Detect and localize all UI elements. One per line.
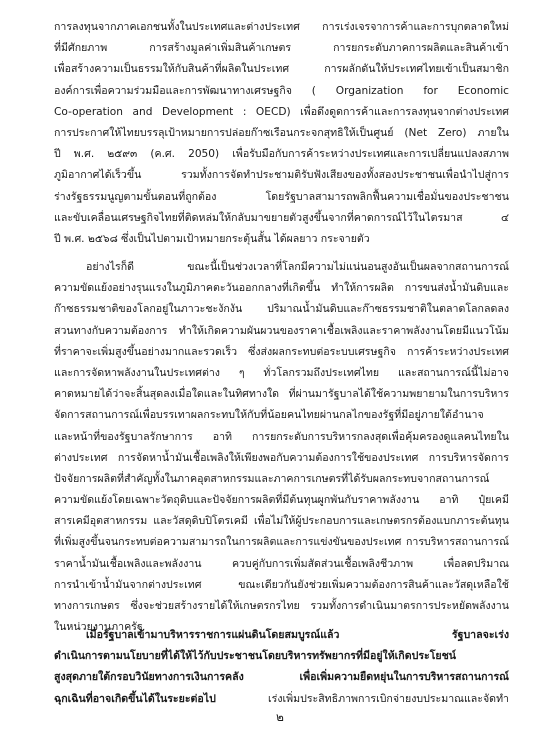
text-line: ทางการเกษตร ซึ่งจะช่วยสร้างรายได้ให้เกษตรกรไทย รวมทั้งการดำเนินมาตรการประหยัดพลังงาน (54, 600, 509, 612)
text-line: ปี พ.ศ. ๒๕๙๓ (ค.ศ. 2050) เพื่อรับมือกับการค้าระหว่างประเทศและการเปลี่ยนแปลงสภาพ (54, 148, 509, 161)
text-line: อย่างไรก็ดี ขณะนี้เป็นช่วงเวลาที่โลกมีความไม่แน่นอนสูงอันเป็นผลจากสถานการณ์ (86, 261, 509, 273)
text-line: คาดหมายได้ว่าจะสิ้นสุดลงเมื่อใดและในทิศทางใด ที่ผ่านมารัฐบาลได้ใช้ความพยายามในการบริหาร (54, 388, 509, 401)
normal-text: เร่งเพิ่มประสิทธิภาพการเบิกจ่ายงบประมาณและจัดทำ (215, 692, 509, 705)
bold-text: ฉุกเฉินที่อาจเกิดขึ้นได้ในระยะต่อไป (54, 692, 216, 705)
text-line (54, 646, 509, 667)
bold-text: ดำเนินการตามนโยบายที่ได้ให้ไว้กับประชาชนโดยบริหารทรัพยากรที่มีอยู่ให้เกิดประโยชน์ (54, 650, 457, 663)
text-line: การลงทุนจากภาคเอกชนทั้งในประเทศและต่างประเทศ การเร่งเจรจาการค้าและการบุกตลาดใหม่ (54, 21, 509, 33)
text-line: ร่างรัฐธรรมนูญตามขั้นตอนที่ถูกต้อง โดยรัฐบาลสามารถพลิกฟื้นความเชื่อมั่นของประชาชน (54, 190, 509, 203)
text-line: ราคาน้ำมันเชื้อเพลิงและพลังงาน ควบคู่กับการเพิ่มสัดส่วนเชื้อเพลิงชีวภาพ เพื่อลดปริมาณ (54, 557, 509, 570)
text-line: ที่มีศักยภาพ การสร้างมูลค่าเพิ่มสินค้าเกษตร การยกระดับภาคการผลิตและสินค้าเข้า (54, 42, 509, 55)
text-line: จัดการสถานการณ์เพื่อบรรเทาผลกระทบให้กับที่น้อยคนไทยผ่านกลไกของรัฐที่มีอยู่ภายใต้อำนาจ (54, 409, 484, 422)
text-line: เพื่อสร้างความเป็นธรรมให้กับสินค้าที่ผลิตในประเทศ การผลักดันให้ประเทศไทยเข้าเป็นสมาชิก (54, 63, 509, 76)
page-number: ๒ (276, 710, 284, 724)
text-line: Co-operation and Development : OECD) เพื่อดึงดูดการค้าและการลงทุนจากต่างประเทศ (54, 105, 509, 118)
text-line: ปัจจัยการผลิตที่สำคัญทั้งในภาคอุตสาหกรรมและภาคการเกษตรที่ได้รับผลกระทบจากสถานการณ์ (54, 472, 490, 485)
bold-text: เมื่อรัฐบาลเข้ามาบริหารราชการแผ่นดินโดยสมบูรณ์แล้ว รัฐบาลจะเร่ง (86, 629, 509, 641)
text-line: ต่างประเทศ การจัดหาน้ำมันเชื้อเพลิงให้เพียงพอกับความต้องการใช้ของประเทศ การบริหารจัดการ (54, 451, 509, 464)
paragraph-1 (54, 17, 509, 250)
text-line: ที่ราคาจะเพิ่มสูงขึ้นอย่างมากและรวดเร็ว ซึ่งส่งผลกระทบต่อระบบเศรษฐกิจ การค้าระหว่างประเทศ (54, 345, 509, 358)
text-line: สารเคมีอุตสาหกรรม และวัสดุดิบปิโตรเคมี เพื่อไม่ให้ผู้ประกอบการและเกษตรกรต้องแบกภาระต้นทุน (54, 515, 509, 528)
text-line: ที่เพิ่มสูงขึ้นจนกระทบต่อความสามารถในการผลิตและการแข่งขันของประเทศ การบริหารสถานการณ์ (54, 536, 509, 549)
paragraph-3-bold-intro (54, 625, 509, 710)
text-line: ความขัดแย้งโดยเฉพาะวัตถุดิบและปัจจัยการผลิตที่มีต้นทุนผูกพันกับราคาพลังงาน อาทิ ปุ๋ยเคมี (54, 494, 509, 507)
text-line: องค์การเพื่อความร่วมมือและการพัฒนาทางเศรษฐกิจ ( Organization for Economic (54, 84, 509, 97)
text-line: การประกาศให้ไทยบรรลุเป้าหมายการปล่อยก๊าซเรือนกระจกสุทธิให้เป็นศูนย์ (Net Zero) ภายใน (54, 126, 509, 139)
bold-text: สูงสุดภายใต้กรอบวินัยทางการเงินการคลัง เพื่อเพิ่มความยืดหยุ่นในการบริหารสถานการณ์ (54, 671, 509, 684)
text-line: และขับเคลื่อนเศรษฐกิจไทยที่ติดหล่มให้กลับมาขยายตัวสูงขึ้นจากที่คาดการณ์ไว้ในไตรมาส ๔ (54, 211, 509, 224)
text-line: ในหน่วยงานภาครัฐ (54, 621, 143, 634)
text-line: และการจัดหาพลังงานในประเทศต่าง ๆ ทั่วโลกรวมถึงประเทศไทย และสถานการณ์นี้ไม่อาจ (54, 366, 509, 379)
text-line: ความขัดแย้งอย่างรุนแรงในภูมิภาคตะวันออกกลางที่เกิดขึ้น ทำให้การผลิต การขนส่งน้ำมันดิบและ (54, 282, 509, 295)
text-line: ภูมิอากาศได้เร็วขึ้น รวมทั้งการจัดทำประชามติรับฟังเสียงของทั้งสองประชาชนเพื่อนำไปสู่การ (54, 169, 509, 182)
text-line (54, 667, 509, 688)
text-line: ก๊าซธรรมชาติของโลกอยู่ในภาวะชะงักงัน ปริมาณน้ำมันดิบและก๊าซธรรมชาติในตลาดโลกลดลง (54, 303, 509, 316)
text-line (54, 689, 509, 710)
text-line (54, 625, 509, 646)
text-line: สวนทางกับความต้องการ ทำให้เกิดความผันผวนของราคาเชื้อเพลิงและราคาพลังงานโดยมีแนวโน้ม (54, 324, 509, 337)
text-line: ปี พ.ศ. ๒๕๖๘ ซึ่งเป็นไปตามเป้าหมายกระตุ้นสั้น ได้ผลยาว กระจายตัว (54, 232, 370, 245)
text-line: และหน้าที่ของรัฐบาลรักษาการ อาทิ การยกระดับการบริหารกลงสุดเพื่อคุ้มครองดูแลคนไทยใน (54, 430, 509, 443)
text-line: การนำเข้าน้ำมันจากต่างประเทศ ขณะเดียวกันยังช่วยเพิ่มความต้องการสินค้าและวัสดุเหลือใช้ (54, 578, 509, 591)
paragraph-2 (54, 257, 509, 638)
